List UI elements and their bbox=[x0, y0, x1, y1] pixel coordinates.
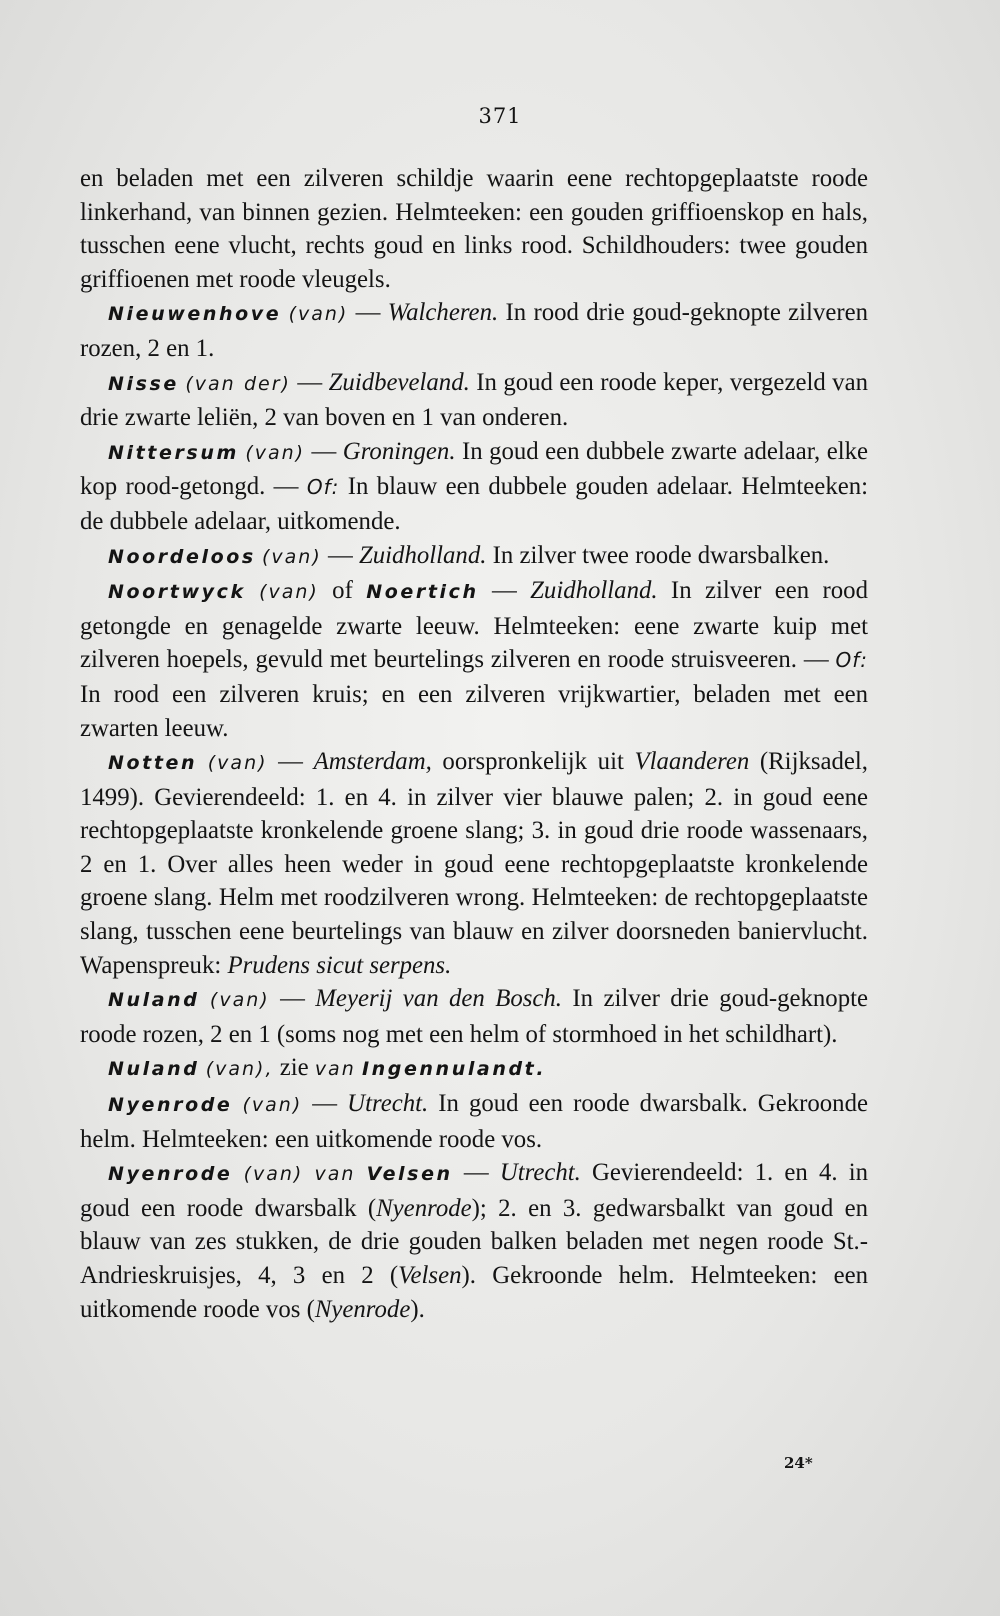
family-name: Nittersum bbox=[108, 441, 239, 464]
dash: — bbox=[321, 541, 359, 569]
blazon: In zilver twee roode dwarsbalken. bbox=[486, 541, 830, 569]
see-also: zie bbox=[273, 1054, 315, 1082]
region: Zuidholland. bbox=[358, 541, 487, 569]
family-name-second: Velsen bbox=[366, 1163, 453, 1186]
reference-name: Ingennulandt. bbox=[361, 1058, 547, 1081]
blazon-end: ). bbox=[410, 1295, 425, 1323]
blazon-alternative: In blauw een dubbele gouden adelaar. Helmteeken: de dubbele adelaar, uitkomende. bbox=[80, 473, 869, 535]
alternative-marker: Of: bbox=[835, 648, 868, 673]
blazon: Gevierendeeld: 1. en 4. in goud een roode dwarsbalk ( bbox=[80, 1159, 869, 1222]
signature-mark: 24* bbox=[784, 1454, 813, 1472]
family-name: Noordeloos bbox=[108, 545, 256, 568]
region: Utrecht. bbox=[347, 1090, 429, 1118]
family-name: Nisse bbox=[108, 372, 179, 395]
intro-paragraph: en beladen met een zilveren schildje waarin eene rechtopgeplaatste roode linkerhand, van binnen gezien. Helmteeken: een gouden griffioenskop en hals, tusschen eene vlucht, rechts goud en links rood. Schildhouders: twee gouden griffioenen met roode vleugels. bbox=[80, 165, 868, 293]
family-prefix: (van) bbox=[288, 303, 349, 326]
family-prefix: (van) bbox=[242, 1094, 303, 1117]
region-origin: Vlaanderen bbox=[634, 748, 750, 776]
family-prefix: (van) bbox=[245, 441, 306, 464]
region: Zuidbeveland. bbox=[328, 368, 470, 396]
family-prefix: (van) bbox=[259, 581, 319, 604]
entry-nisse bbox=[80, 366, 868, 435]
page-number: 371 bbox=[478, 104, 522, 128]
dash: — bbox=[267, 748, 314, 776]
region: Meyerij van den Bosch. bbox=[315, 985, 562, 1013]
quarter-name: Nyenrode bbox=[314, 1295, 411, 1323]
entry-nieuwenhove bbox=[80, 296, 868, 365]
entry-nyenrode-van-velsen bbox=[80, 1156, 868, 1326]
entry-notten bbox=[80, 745, 868, 982]
dash: — bbox=[269, 985, 316, 1013]
family-prefix: (van) bbox=[243, 1163, 304, 1186]
page-body bbox=[80, 162, 868, 1326]
family-name-variant: Noertich bbox=[366, 581, 479, 604]
dash: — bbox=[302, 1090, 348, 1118]
family-name: Nieuwenhove bbox=[108, 303, 282, 326]
dash: — bbox=[290, 368, 329, 396]
dash: — bbox=[305, 437, 343, 465]
family-prefix: (van) bbox=[262, 545, 322, 568]
family-prefix: (van der) bbox=[185, 372, 291, 395]
dash: — bbox=[478, 577, 531, 605]
family-name: Noortwyck bbox=[108, 581, 246, 604]
blazon-continued: ); 2. en 3. gedwarsbalkt van goud en blauw van zes stukken, de drie gouden balken beladen met negen roode St.-Andrieskruisjes, 4, 3 en 2 ( bbox=[80, 1194, 868, 1289]
motto: Prudens sicut serpens. bbox=[227, 951, 452, 979]
family-prefix-second: van bbox=[314, 1163, 356, 1186]
quarter-name: Velsen bbox=[398, 1262, 462, 1289]
region: Zuidholland. bbox=[530, 577, 658, 605]
reference-prefix: van bbox=[314, 1058, 356, 1081]
entry-nuland-reference bbox=[80, 1051, 868, 1087]
dash: — bbox=[452, 1159, 500, 1187]
family-name: Nyenrode bbox=[108, 1163, 233, 1186]
blazon: In goud een roode dwarsbalk. Gekroonde helm. Helmteeken: een uitkomende roode vos. bbox=[80, 1090, 868, 1153]
blazon-alternative: In rood een zilveren kruis; en een zilveren vrijkwartier, beladen met een zwarten leeuw. bbox=[80, 680, 868, 742]
entry-nyenrode bbox=[80, 1087, 868, 1156]
entry-nuland bbox=[80, 982, 868, 1051]
blazon: In zilver een rood getongde en genagelde zwarte leeuw. Helmteeken: eene zwarte kuip met zilveren hoepels, gevuld met beurtelings zilveren en roode struisveeren. — bbox=[80, 577, 868, 674]
blazon: oorspronkelijk uit bbox=[431, 748, 635, 776]
family-name: Notten bbox=[108, 752, 198, 775]
family-prefix: (van), bbox=[205, 1058, 274, 1081]
family-name: Nyenrode bbox=[108, 1094, 233, 1117]
entry-noortwyck bbox=[80, 574, 868, 745]
region: Utrecht. bbox=[499, 1159, 581, 1187]
family-name: Nuland bbox=[108, 1058, 200, 1081]
connector: of bbox=[318, 577, 367, 605]
region: Groningen. bbox=[342, 437, 456, 465]
blazon-continued: ). Gekroonde helm. Helmteeken: een uitkomende roode vos ( bbox=[80, 1262, 868, 1323]
region: Amsterdam, bbox=[313, 748, 432, 776]
entry-noordeloos bbox=[80, 539, 868, 575]
blazon: In zilver drie goud-geknopte roode rozen, 2 en 1 (soms nog met een helm of stormhoed in het schildhart). bbox=[80, 985, 869, 1048]
dash: — bbox=[348, 299, 388, 327]
quarter-name: Nyenrode bbox=[376, 1194, 472, 1222]
blazon-continued: (Rijksadel, 1499). Gevierendeeld: 1. en 4. in zilver vier blauwe palen; 2. in goud eene rechtopgeplaatste kronkelende groene slang; 3. in goud drie roode wassenaars, 2 en 1. Over alles heen weder in goud eene rechtopgeplaatste kronkelende groene slang. Helm met roodzilveren wrong. Helmteeken: de rechtopgeplaatste slang, tusschen eene beurtelings van blauw en zilver doorsneden baniervlucht. Wapenspreuk: bbox=[80, 748, 869, 979]
region: Walcheren. bbox=[387, 299, 499, 327]
blazon: In rood drie goud-geknopte zilveren rozen, 2 en 1. bbox=[80, 299, 868, 362]
family-prefix: (van) bbox=[209, 989, 270, 1012]
blazon: In goud een dubbele zwarte adelaar, elke kop rood-getongd. — bbox=[80, 437, 868, 501]
alternative-marker: Of: bbox=[306, 475, 340, 500]
entry-nittersum bbox=[80, 435, 868, 539]
family-prefix: (van) bbox=[207, 752, 268, 775]
blazon: In goud een roode keper, vergezeld van drie zwarte leliën, 2 van boven en 1 van onderen. bbox=[80, 368, 868, 432]
family-name: Nuland bbox=[108, 989, 200, 1012]
